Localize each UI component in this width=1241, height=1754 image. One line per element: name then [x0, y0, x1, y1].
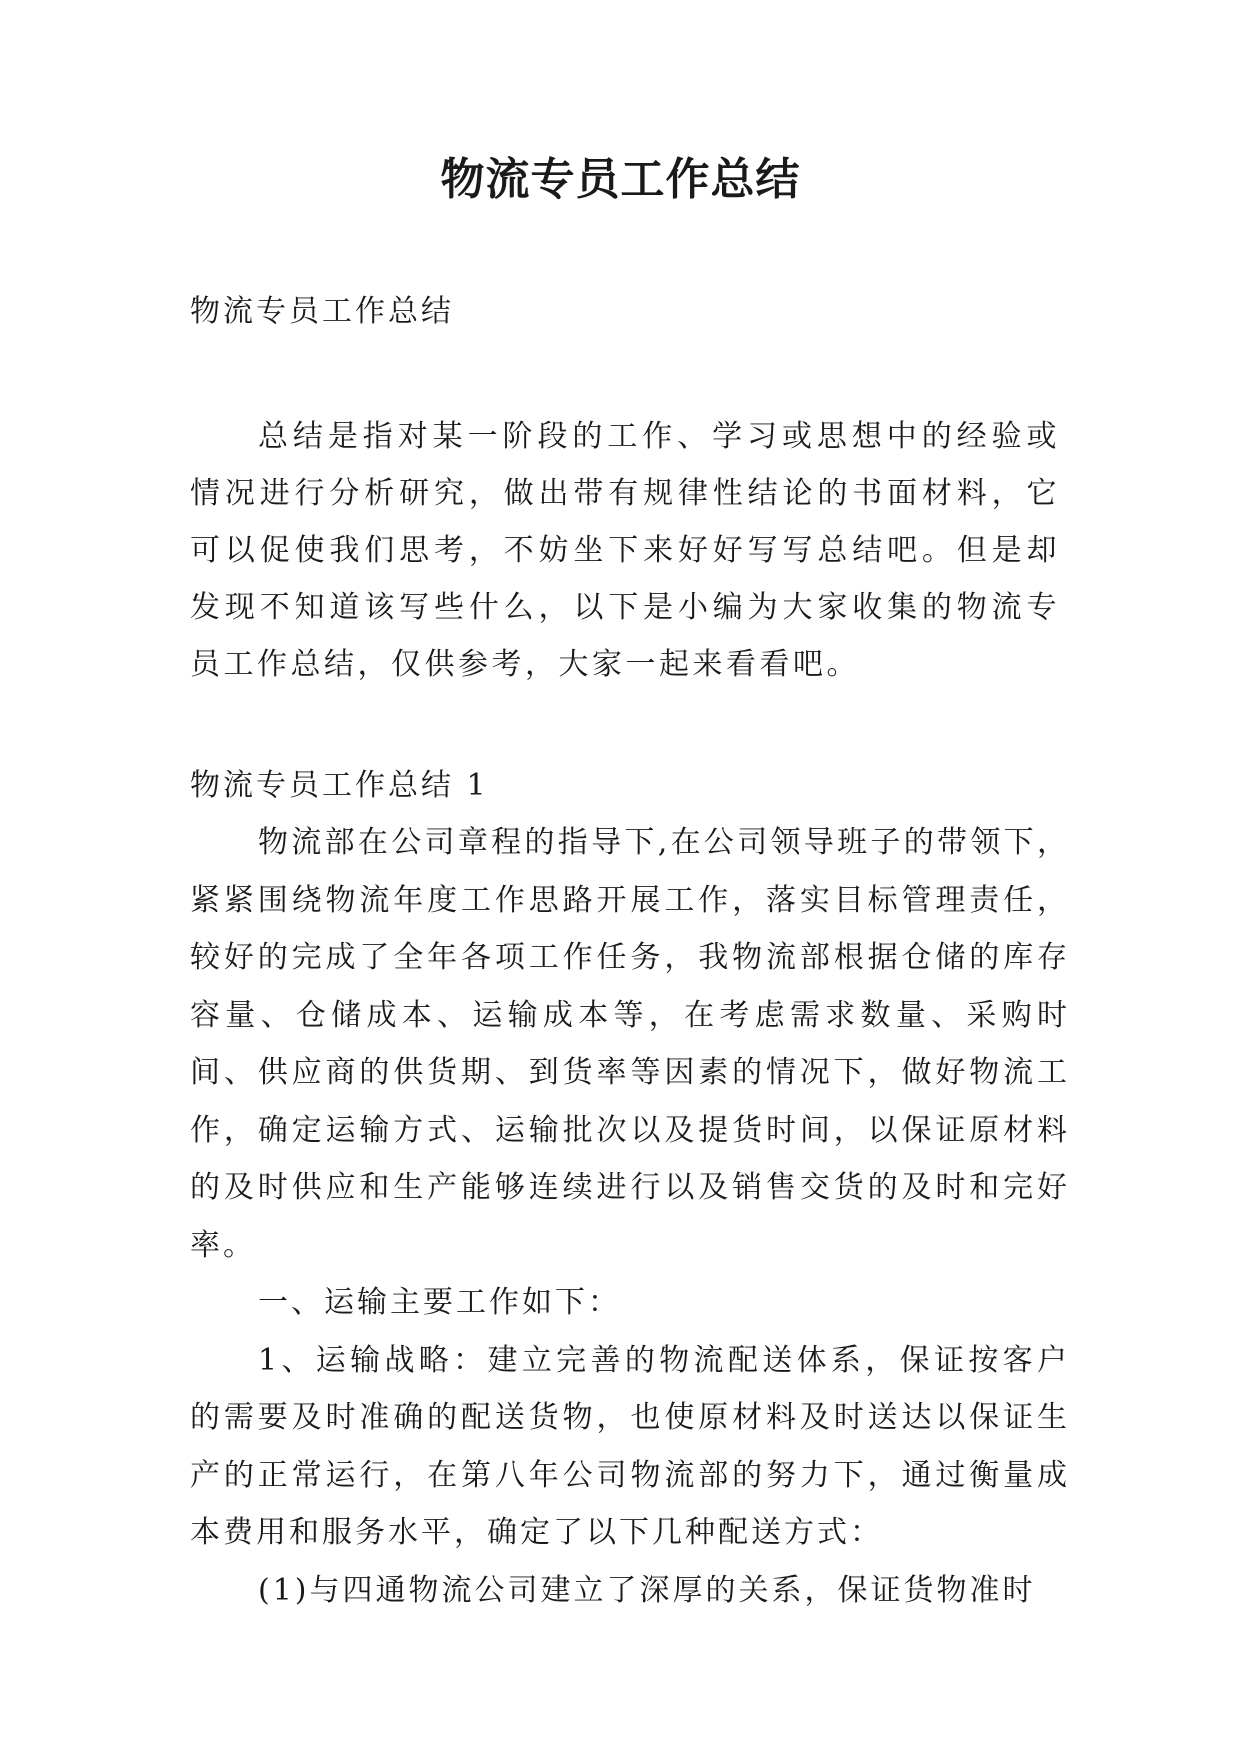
document-subtitle: 物流专员工作总结	[190, 294, 454, 329]
section-heading: 物流专员工作总结 1	[190, 768, 489, 803]
body-paragraph: 物流部在公司章程的指导下,在公司领导班子的带领下，紧紧围绕物流年度工作思路开展工作，落实目标管理责任，较好的完成了全年各项工作任务，我物流部根据仓储的库存容量、仓储成本、运输成本等，在考虑需求数量、采购时间、供应商的供货期、到货率等因素的情况下，做好物流工作，确定运输方式、运输批次以及提货时间，以保证原材料的及时供应和生产能够连续进行以及销售交货的及时和完好率。	[190, 825, 1070, 1263]
document-title: 物流专员工作总结	[440, 154, 801, 205]
intro-paragraph: 总结是指对某一阶段的工作、学习或思想中的经验或情况进行分析研究，做出带有规律性结论的书面材料，它可以促使我们思考，不妨坐下来好好写写总结吧。但是却发现不知道该写些什么，以下是小编为大家收集的物流专员工作总结，仅供参考，大家一起来看看吧。	[190, 419, 1060, 682]
body-paragraph: 1、运输战略：建立完善的物流配送体系，保证按客户的需要及时准确的配送货物，也使原材料及时送达以保证生产的正常运行，在第八年公司物流部的努力下，通过衡量成本费用和服务水平，确定了以下几种配送方式：	[190, 1342, 1070, 1550]
section-body	[190, 814, 1070, 1619]
body-paragraph: (1)与四通物流公司建立了深厚的关系，保证货物准时	[258, 1572, 1036, 1608]
body-paragraph: 一、运输主要工作如下：	[258, 1285, 621, 1320]
